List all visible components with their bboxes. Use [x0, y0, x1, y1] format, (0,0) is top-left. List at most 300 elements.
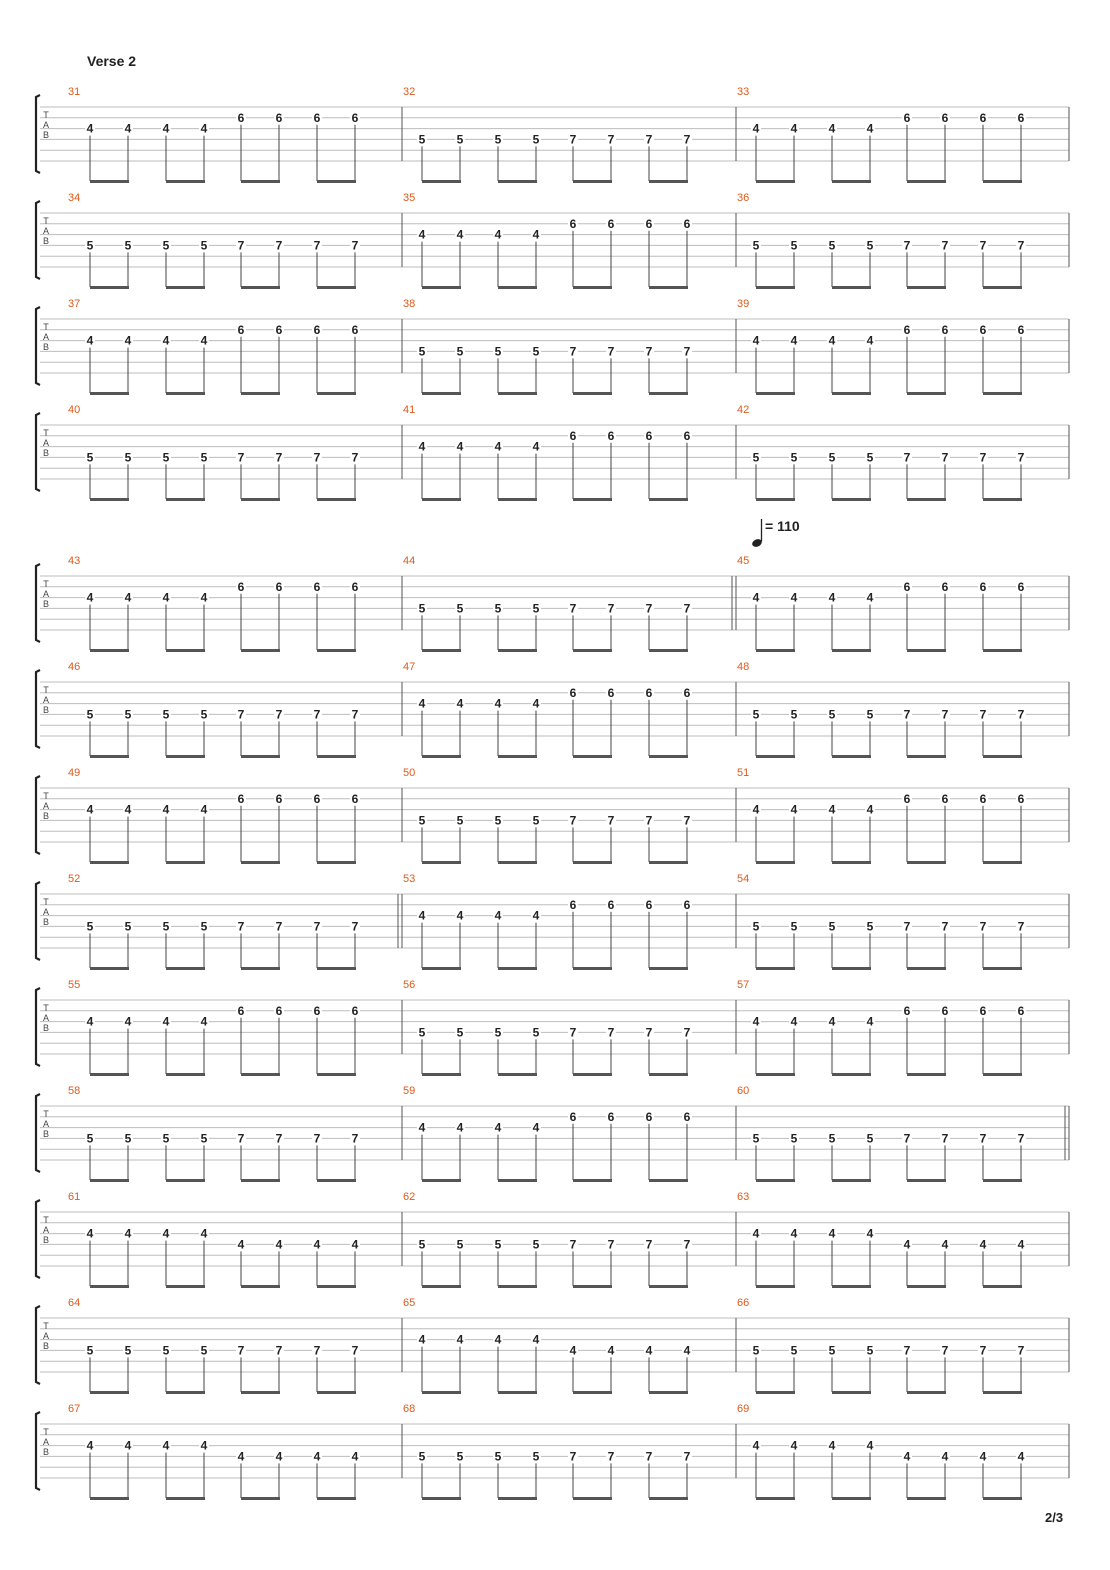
fret-number: 7	[351, 1131, 359, 1146]
fret-number: 6	[941, 1003, 949, 1018]
note-beam	[317, 286, 356, 289]
note-beam	[422, 649, 461, 652]
note-beam	[649, 1179, 688, 1182]
note-beam	[907, 498, 946, 501]
fret-number: 4	[752, 802, 760, 817]
note-beam	[317, 1285, 356, 1288]
fret-number: 7	[903, 1343, 911, 1358]
fret-number: 5	[866, 919, 874, 934]
note-beam	[573, 1497, 612, 1500]
fret-number: 6	[313, 322, 321, 337]
fret-number: 5	[200, 1131, 208, 1146]
note-beam	[166, 1497, 205, 1500]
fret-number: 5	[866, 238, 874, 253]
fret-number: 7	[275, 707, 283, 722]
note-beam	[983, 755, 1022, 758]
note-beam	[756, 1285, 795, 1288]
note-beam	[166, 392, 205, 395]
fret-number: 7	[645, 132, 653, 147]
note-beam	[983, 967, 1022, 970]
fret-number: 7	[313, 1343, 321, 1358]
fret-number: 6	[645, 897, 653, 912]
fret-number: 6	[941, 110, 949, 125]
fret-number: 5	[828, 919, 836, 934]
fret-number: 4	[124, 1014, 132, 1029]
note-beam	[90, 392, 129, 395]
fret-number: 6	[351, 791, 359, 806]
system-bracket	[36, 1412, 40, 1490]
tab-clef-letter: T	[43, 428, 49, 438]
note-beam	[90, 1391, 129, 1394]
note-beam	[756, 180, 795, 183]
note-beam	[498, 180, 537, 183]
fret-number: 4	[941, 1237, 949, 1252]
note-beam	[649, 1285, 688, 1288]
fret-number: 5	[124, 450, 132, 465]
note-beam	[983, 392, 1022, 395]
note-beam	[983, 649, 1022, 652]
fret-number: 5	[828, 707, 836, 722]
note-beam	[832, 180, 871, 183]
fret-number: 6	[607, 216, 615, 231]
note-beam	[907, 1285, 946, 1288]
fret-number: 5	[790, 1343, 798, 1358]
fret-number: 4	[162, 1014, 170, 1029]
note-beam	[649, 180, 688, 183]
bar-number: 44	[403, 555, 416, 567]
fret-number: 6	[275, 579, 283, 594]
note-beam	[90, 967, 129, 970]
note-beam	[498, 1391, 537, 1394]
fret-number: 4	[941, 1449, 949, 1464]
tab-clef-letter: A	[42, 589, 50, 599]
note-beam	[241, 286, 280, 289]
note-beam	[317, 1179, 356, 1182]
fret-number: 6	[275, 791, 283, 806]
note-beam	[90, 861, 129, 864]
note-beam	[832, 392, 871, 395]
bar-number: 54	[737, 873, 750, 885]
fret-number: 7	[569, 1237, 577, 1252]
note-beam	[649, 649, 688, 652]
note-beam	[317, 180, 356, 183]
note-beam	[649, 286, 688, 289]
fret-number: 6	[607, 685, 615, 700]
fret-number: 6	[903, 1003, 911, 1018]
fret-number: 4	[86, 1014, 94, 1029]
tab-clef-letter: T	[43, 1427, 49, 1437]
fret-number: 7	[607, 1025, 615, 1040]
note-beam	[241, 1073, 280, 1076]
tab-clef-letter: B	[42, 1447, 50, 1457]
note-beam	[498, 861, 537, 864]
fret-number: 5	[456, 601, 464, 616]
note-beam	[756, 392, 795, 395]
bar-number: 34	[68, 192, 81, 204]
fret-number: 6	[645, 216, 653, 231]
note-beam	[573, 1073, 612, 1076]
fret-number: 4	[418, 1332, 426, 1347]
fret-number: 4	[124, 590, 132, 605]
fret-number: 7	[607, 601, 615, 616]
note-beam	[498, 286, 537, 289]
fret-number: 4	[866, 1014, 874, 1029]
fret-number: 4	[828, 590, 836, 605]
fret-number: 4	[494, 1120, 502, 1135]
note-beam	[756, 649, 795, 652]
bar-number: 63	[737, 1191, 750, 1203]
note-beam	[832, 649, 871, 652]
fret-number: 4	[979, 1449, 987, 1464]
fret-number: 6	[351, 322, 359, 337]
fret-number: 7	[1017, 1343, 1025, 1358]
fret-number: 4	[200, 1226, 208, 1241]
tab-clef-letter: B	[42, 448, 50, 458]
note-beam	[983, 180, 1022, 183]
tab-clef-letter: B	[42, 1235, 50, 1245]
fret-number: 4	[1017, 1237, 1025, 1252]
fret-number: 4	[494, 227, 502, 242]
note-beam	[498, 498, 537, 501]
tab-clef-letter: T	[43, 1321, 49, 1331]
fret-number: 4	[237, 1237, 245, 1252]
fret-number: 4	[162, 590, 170, 605]
bar-number: 46	[68, 661, 81, 673]
note-beam	[241, 755, 280, 758]
note-beam	[756, 861, 795, 864]
note-beam	[573, 649, 612, 652]
tab-clef-letter: B	[42, 236, 50, 246]
note-beam	[573, 755, 612, 758]
fret-number: 7	[1017, 238, 1025, 253]
fret-number: 5	[162, 919, 170, 934]
system-bracket	[36, 670, 40, 748]
fret-number: 7	[237, 450, 245, 465]
fret-number: 5	[124, 707, 132, 722]
fret-number: 6	[903, 110, 911, 125]
section-label: Verse 2	[87, 53, 137, 69]
note-beam	[90, 1073, 129, 1076]
fret-number: 4	[418, 1120, 426, 1135]
fret-number: 7	[275, 1343, 283, 1358]
fret-number: 5	[790, 238, 798, 253]
fret-number: 4	[828, 121, 836, 136]
fret-number: 6	[569, 428, 577, 443]
tab-clef-letter: A	[42, 1331, 50, 1341]
fret-number: 6	[1017, 322, 1025, 337]
fret-number: 7	[351, 1343, 359, 1358]
fret-number: 6	[569, 1109, 577, 1124]
note-beam	[756, 498, 795, 501]
note-beam	[498, 1497, 537, 1500]
note-beam	[317, 392, 356, 395]
note-beam	[907, 180, 946, 183]
fret-number: 6	[237, 322, 245, 337]
note-beam	[166, 861, 205, 864]
fret-number: 4	[162, 1438, 170, 1453]
fret-number: 6	[607, 428, 615, 443]
fret-number: 7	[237, 1131, 245, 1146]
tab-clef-letter: B	[42, 599, 50, 609]
tab-clef-letter: T	[43, 579, 49, 589]
fret-number: 4	[418, 908, 426, 923]
fret-number: 5	[752, 919, 760, 934]
note-beam	[90, 1497, 129, 1500]
fret-number: 4	[200, 1014, 208, 1029]
note-beam	[983, 1391, 1022, 1394]
fret-number: 6	[351, 110, 359, 125]
note-beam	[832, 498, 871, 501]
fret-number: 5	[86, 1343, 94, 1358]
fret-number: 4	[790, 802, 798, 817]
note-beam	[166, 1073, 205, 1076]
tab-clef-letter: B	[42, 1023, 50, 1033]
bar-number: 53	[403, 873, 416, 885]
note-beam	[649, 967, 688, 970]
tab-clef-letter: B	[42, 130, 50, 140]
fret-number: 6	[903, 791, 911, 806]
fret-number: 4	[124, 1226, 132, 1241]
note-beam	[983, 1285, 1022, 1288]
fret-number: 6	[683, 428, 691, 443]
note-beam	[756, 1391, 795, 1394]
fret-number: 4	[752, 1438, 760, 1453]
fret-number: 5	[790, 919, 798, 934]
note-beam	[422, 286, 461, 289]
bar-number: 66	[737, 1297, 750, 1309]
fret-number: 7	[569, 132, 577, 147]
fret-number: 5	[752, 1131, 760, 1146]
fret-number: 7	[979, 1131, 987, 1146]
fret-number: 7	[941, 919, 949, 934]
fret-number: 4	[752, 590, 760, 605]
fret-number: 5	[200, 707, 208, 722]
note-beam	[907, 1391, 946, 1394]
fret-number: 5	[494, 1449, 502, 1464]
fret-number: 6	[979, 1003, 987, 1018]
fret-number: 5	[124, 238, 132, 253]
bar-number: 55	[68, 979, 81, 991]
note-beam	[241, 1285, 280, 1288]
fret-number: 7	[313, 450, 321, 465]
fret-number: 5	[418, 813, 426, 828]
fret-number: 7	[237, 707, 245, 722]
fret-number: 5	[532, 344, 540, 359]
fret-number: 5	[418, 1237, 426, 1252]
fret-number: 4	[790, 1014, 798, 1029]
fret-number: 7	[351, 707, 359, 722]
note-beam	[907, 755, 946, 758]
fret-number: 5	[456, 1237, 464, 1252]
note-beam	[756, 1497, 795, 1500]
fret-number: 5	[86, 707, 94, 722]
fret-number: 6	[237, 791, 245, 806]
note-beam	[166, 1391, 205, 1394]
note-beam	[241, 1497, 280, 1500]
fret-number: 7	[351, 919, 359, 934]
system-bracket	[36, 1306, 40, 1384]
fret-number: 5	[752, 707, 760, 722]
fret-number: 6	[607, 1109, 615, 1124]
fret-number: 7	[683, 344, 691, 359]
note-beam	[756, 755, 795, 758]
system-bracket	[36, 776, 40, 854]
fret-number: 4	[162, 121, 170, 136]
system-bracket	[36, 988, 40, 1066]
fret-number: 4	[866, 802, 874, 817]
bar-number: 65	[403, 1297, 416, 1309]
note-beam	[317, 861, 356, 864]
bar-number: 47	[403, 661, 416, 673]
system-bracket	[36, 564, 40, 642]
fret-number: 5	[418, 132, 426, 147]
fret-number: 5	[86, 450, 94, 465]
note-beam	[317, 1391, 356, 1394]
fret-number: 7	[313, 1131, 321, 1146]
note-beam	[832, 861, 871, 864]
fret-number: 5	[866, 707, 874, 722]
note-beam	[90, 649, 129, 652]
fret-number: 5	[162, 1343, 170, 1358]
system-bracket	[36, 413, 40, 491]
bar-number: 60	[737, 1085, 750, 1097]
fret-number: 7	[683, 132, 691, 147]
bar-number: 56	[403, 979, 416, 991]
fret-number: 4	[866, 333, 874, 348]
note-beam	[649, 755, 688, 758]
note-beam	[498, 392, 537, 395]
tempo-marking: = 110	[765, 518, 800, 534]
fret-number: 4	[790, 590, 798, 605]
note-beam	[573, 1179, 612, 1182]
fret-number: 5	[124, 919, 132, 934]
fret-number: 4	[790, 121, 798, 136]
note-beam	[90, 180, 129, 183]
note-beam	[422, 498, 461, 501]
fret-number: 5	[494, 1237, 502, 1252]
fret-number: 4	[752, 333, 760, 348]
fret-number: 6	[237, 1003, 245, 1018]
note-beam	[983, 1073, 1022, 1076]
note-beam	[498, 1179, 537, 1182]
fret-number: 5	[200, 1343, 208, 1358]
fret-number: 4	[532, 1120, 540, 1135]
note-beam	[317, 1497, 356, 1500]
fret-number: 7	[683, 1237, 691, 1252]
fret-number: 7	[941, 707, 949, 722]
fret-number: 6	[979, 791, 987, 806]
fret-number: 5	[828, 1131, 836, 1146]
fret-number: 5	[456, 1025, 464, 1040]
fret-number: 5	[456, 344, 464, 359]
bar-number: 48	[737, 661, 750, 673]
note-beam	[317, 967, 356, 970]
bar-number: 31	[68, 86, 81, 98]
fret-number: 6	[979, 110, 987, 125]
note-beam	[241, 498, 280, 501]
fret-number: 6	[1017, 791, 1025, 806]
fret-number: 5	[494, 344, 502, 359]
fret-number: 7	[645, 601, 653, 616]
note-beam	[649, 498, 688, 501]
fret-number: 5	[532, 1449, 540, 1464]
fret-number: 5	[790, 1131, 798, 1146]
fret-number: 4	[645, 1343, 653, 1358]
note-beam	[907, 861, 946, 864]
fret-number: 6	[683, 216, 691, 231]
fret-number: 4	[275, 1237, 283, 1252]
fret-number: 7	[645, 344, 653, 359]
note-beam	[983, 498, 1022, 501]
note-beam	[907, 967, 946, 970]
fret-number: 7	[979, 919, 987, 934]
fret-number: 4	[418, 227, 426, 242]
fret-number: 6	[351, 579, 359, 594]
note-beam	[317, 1073, 356, 1076]
fret-number: 6	[569, 216, 577, 231]
fret-number: 7	[941, 238, 949, 253]
fret-number: 4	[1017, 1449, 1025, 1464]
note-beam	[422, 967, 461, 970]
fret-number: 6	[237, 579, 245, 594]
bar-number: 52	[68, 873, 81, 885]
fret-number: 4	[790, 333, 798, 348]
tab-clef-letter: B	[42, 811, 50, 821]
fret-number: 4	[86, 1438, 94, 1453]
tab-clef-letter: B	[42, 342, 50, 352]
note-beam	[573, 286, 612, 289]
note-beam	[498, 967, 537, 970]
tab-clef-letter: T	[43, 216, 49, 226]
fret-number: 4	[494, 908, 502, 923]
fret-number: 4	[532, 439, 540, 454]
fret-number: 5	[494, 813, 502, 828]
fret-number: 7	[979, 1343, 987, 1358]
fret-number: 4	[200, 1438, 208, 1453]
note-beam	[166, 649, 205, 652]
fret-number: 4	[456, 227, 464, 242]
fret-number: 7	[237, 919, 245, 934]
bar-number: 36	[737, 192, 750, 204]
note-beam	[983, 861, 1022, 864]
bar-number: 67	[68, 1403, 81, 1415]
fret-number: 7	[683, 601, 691, 616]
fret-number: 4	[494, 439, 502, 454]
fret-number: 7	[645, 1449, 653, 1464]
fret-number: 4	[86, 121, 94, 136]
tab-clef-letter: A	[42, 1225, 50, 1235]
fret-number: 7	[979, 707, 987, 722]
tab-clef-letter: B	[42, 1341, 50, 1351]
fret-number: 5	[532, 1025, 540, 1040]
note-beam	[649, 861, 688, 864]
note-beam	[422, 1497, 461, 1500]
tab-clef-letter: T	[43, 1109, 49, 1119]
fret-number: 5	[532, 1237, 540, 1252]
fret-number: 4	[351, 1449, 359, 1464]
fret-number: 7	[979, 238, 987, 253]
fret-number: 7	[941, 1131, 949, 1146]
tab-clef-letter: T	[43, 110, 49, 120]
note-beam	[573, 180, 612, 183]
fret-number: 4	[456, 696, 464, 711]
fret-number: 6	[275, 1003, 283, 1018]
fret-number: 7	[313, 919, 321, 934]
bar-number: 37	[68, 298, 81, 310]
fret-number: 4	[828, 1014, 836, 1029]
fret-number: 7	[607, 813, 615, 828]
note-beam	[241, 1391, 280, 1394]
